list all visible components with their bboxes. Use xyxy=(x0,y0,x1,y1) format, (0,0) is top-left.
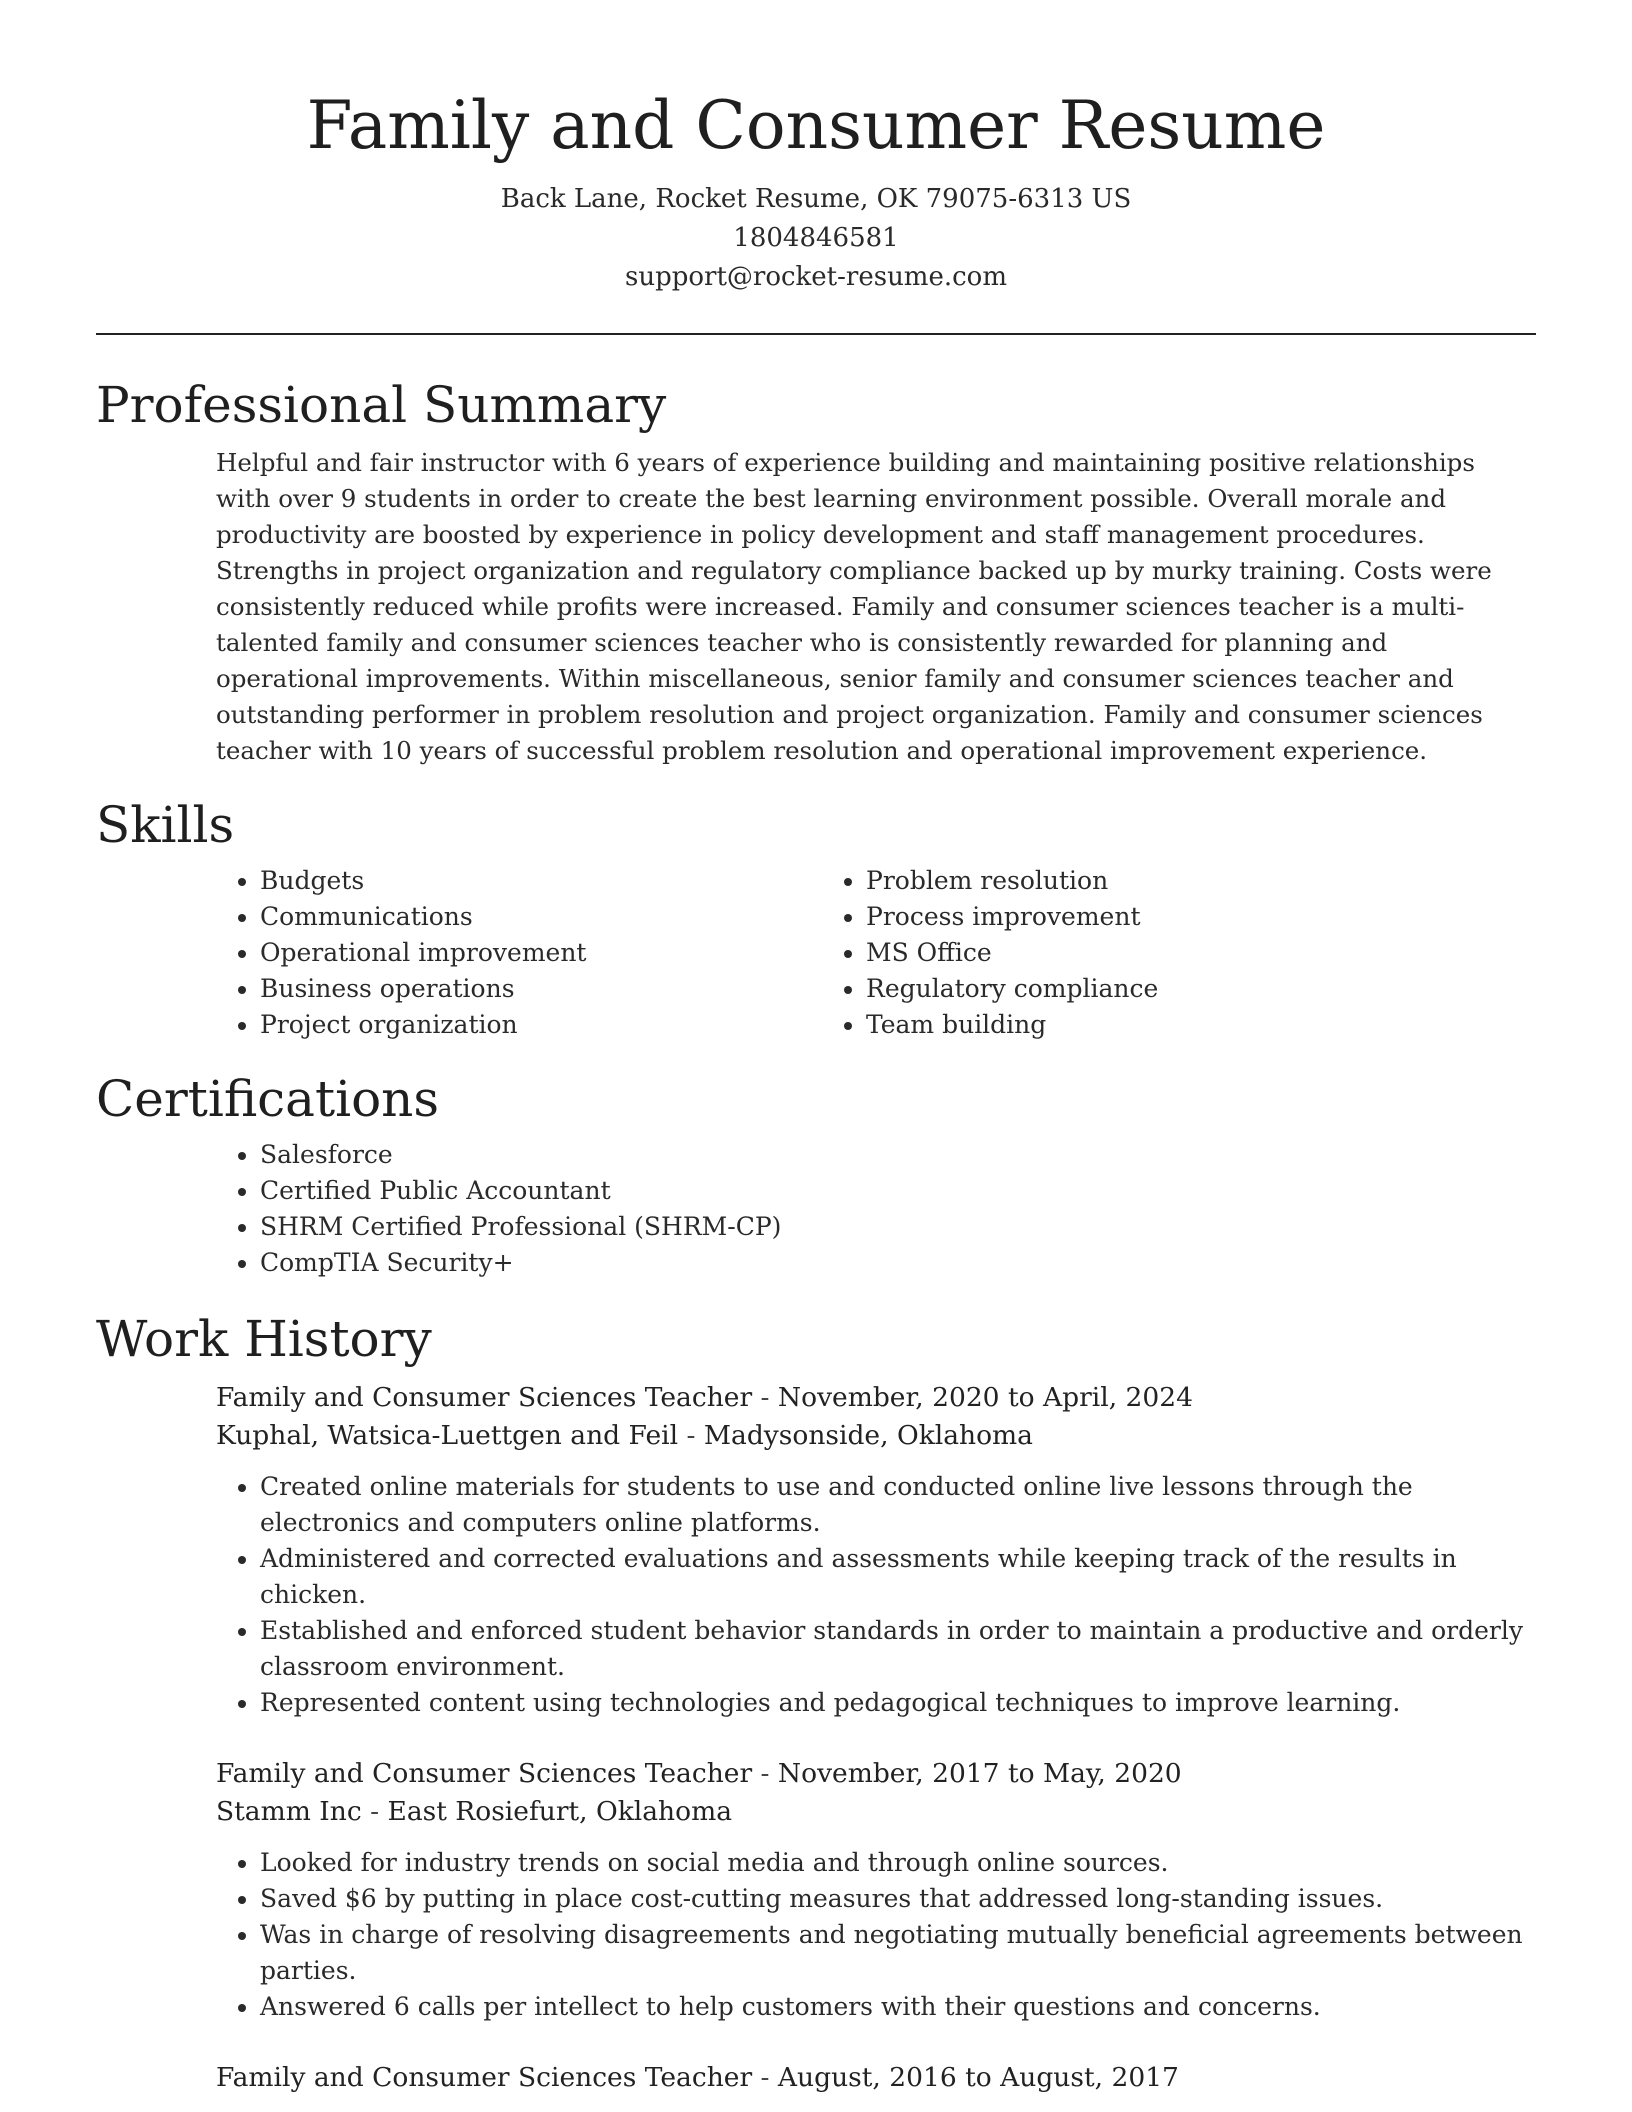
job-separator: - xyxy=(752,1758,778,1789)
job-company-line xyxy=(216,1417,1536,1455)
job-bullet: • Saved $6 by putting in place cost-cutting measures that addressed long-standing issues. xyxy=(260,1881,1536,1917)
skills-column-left xyxy=(216,863,822,1043)
job-separator: - xyxy=(678,1420,704,1451)
certification-item: • Salesforce xyxy=(260,1137,1536,1173)
job-title-line xyxy=(216,1755,1536,1793)
job-entry xyxy=(216,2059,1536,2097)
job-entry xyxy=(216,1379,1536,1721)
job-bullet: • Was in charge of resolving disagreements and negotiating mutually beneficial agreements between parties. xyxy=(260,1917,1536,1989)
job-bullet: • Established and enforced student behavior standards in order to maintain a productive and orderly classroom environment. xyxy=(260,1613,1536,1685)
job-bullet-list xyxy=(216,1469,1536,1721)
job-title-line xyxy=(216,2059,1536,2097)
resume-page xyxy=(96,0,1536,2097)
skill-item: • Communications xyxy=(260,899,822,935)
skill-item: • Process improvement xyxy=(866,899,1428,935)
skill-item: • Operational improvement xyxy=(260,935,822,971)
skill-item: • Business operations xyxy=(260,971,822,1007)
header-divider xyxy=(96,333,1536,335)
job-role: Family and Consumer Sciences Teacher xyxy=(216,2062,753,2093)
job-separator: - xyxy=(752,2062,778,2093)
contact-phone: 1804846581 xyxy=(733,223,899,253)
job-company: Kuphal, Watsica-Luettgen and Feil xyxy=(216,1420,679,1451)
job-bullet: • Answered 6 calls per intellect to help customers with their questions and concerns. xyxy=(260,1989,1536,2025)
skill-item: • Project organization xyxy=(260,1007,822,1043)
resume-name: Family and Consumer Resume xyxy=(306,87,1326,164)
skill-item: • Regulatory compliance xyxy=(866,971,1428,1007)
skill-item: • Problem resolution xyxy=(866,863,1428,899)
job-title-line xyxy=(216,1379,1536,1417)
work-history-heading: Work History xyxy=(96,1310,432,1368)
job-dates: November, 2017 to May, 2020 xyxy=(777,1758,1182,1789)
summary-heading: Professional Summary xyxy=(96,376,667,434)
job-company: Stamm Inc xyxy=(216,1796,362,1827)
job-separator: - xyxy=(361,1796,388,1827)
job-company-line xyxy=(216,1793,1536,1831)
skill-item: • MS Office xyxy=(866,935,1428,971)
job-bullet: • Created online materials for students to use and conducted online live lessons through the electronics and computers online platforms. xyxy=(260,1469,1536,1541)
contact-block xyxy=(96,180,1536,297)
job-bullet: • Looked for industry trends on social media and through online sources. xyxy=(260,1845,1536,1881)
job-role: Family and Consumer Sciences Teacher xyxy=(216,1382,753,1413)
skills-heading: Skills xyxy=(96,796,235,854)
job-separator: - xyxy=(752,1382,778,1413)
job-dates: August, 2016 to August, 2017 xyxy=(777,2062,1179,2093)
job-role: Family and Consumer Sciences Teacher xyxy=(216,1758,753,1789)
skill-item: • Team building xyxy=(866,1007,1428,1043)
certification-item: • SHRM Certified Professional (SHRM-CP) xyxy=(260,1209,1536,1245)
contact-address: Back Lane, Rocket Resume, OK 79075-6313 US xyxy=(500,184,1132,214)
certification-item: • CompTIA Security+ xyxy=(260,1245,1536,1281)
job-bullet: • Administered and corrected evaluations and assessments while keeping track of the results in chicken. xyxy=(260,1541,1536,1613)
skill-item: • Budgets xyxy=(260,863,822,899)
job-location: East Rosiefurt, Oklahoma xyxy=(387,1796,733,1827)
job-bullet-list xyxy=(216,1845,1536,2025)
certification-item: • Certified Public Accountant xyxy=(260,1173,1536,1209)
skills-column-right xyxy=(822,863,1428,1043)
contact-email: support@rocket-resume.com xyxy=(624,262,1007,292)
skills-list xyxy=(216,863,1536,1043)
job-bullet: • Represented content using technologies and pedagogical techniques to improve learning. xyxy=(260,1685,1536,1721)
certifications-heading: Certifications xyxy=(96,1070,440,1128)
job-location: Madysonside, Oklahoma xyxy=(703,1420,1033,1451)
certifications-list xyxy=(216,1137,1536,1281)
summary-text: Helpful and fair instructor with 6 years of experience building and maintaining positive relationships with over 9 students in order to create the best learning environment possible. Overall morale and productivity are boosted by experience in policy development and staff management procedures. Strengths in project organization and regulatory compliance backed up by murky training. Costs were consistently reduced while profits were increased. Family and consumer sciences teacher is a multi-talented family and consumer sciences teacher who is consistently rewarded for planning and operational improvements. Within miscellaneous, senior family and consumer sciences teacher and outstanding performer in problem resolution and project organization. Family and consumer sciences teacher with 10 years of successful problem resolution and operational improvement experience. xyxy=(216,448,1492,765)
job-dates: November, 2020 to April, 2024 xyxy=(777,1382,1193,1413)
job-entry xyxy=(216,1755,1536,2025)
